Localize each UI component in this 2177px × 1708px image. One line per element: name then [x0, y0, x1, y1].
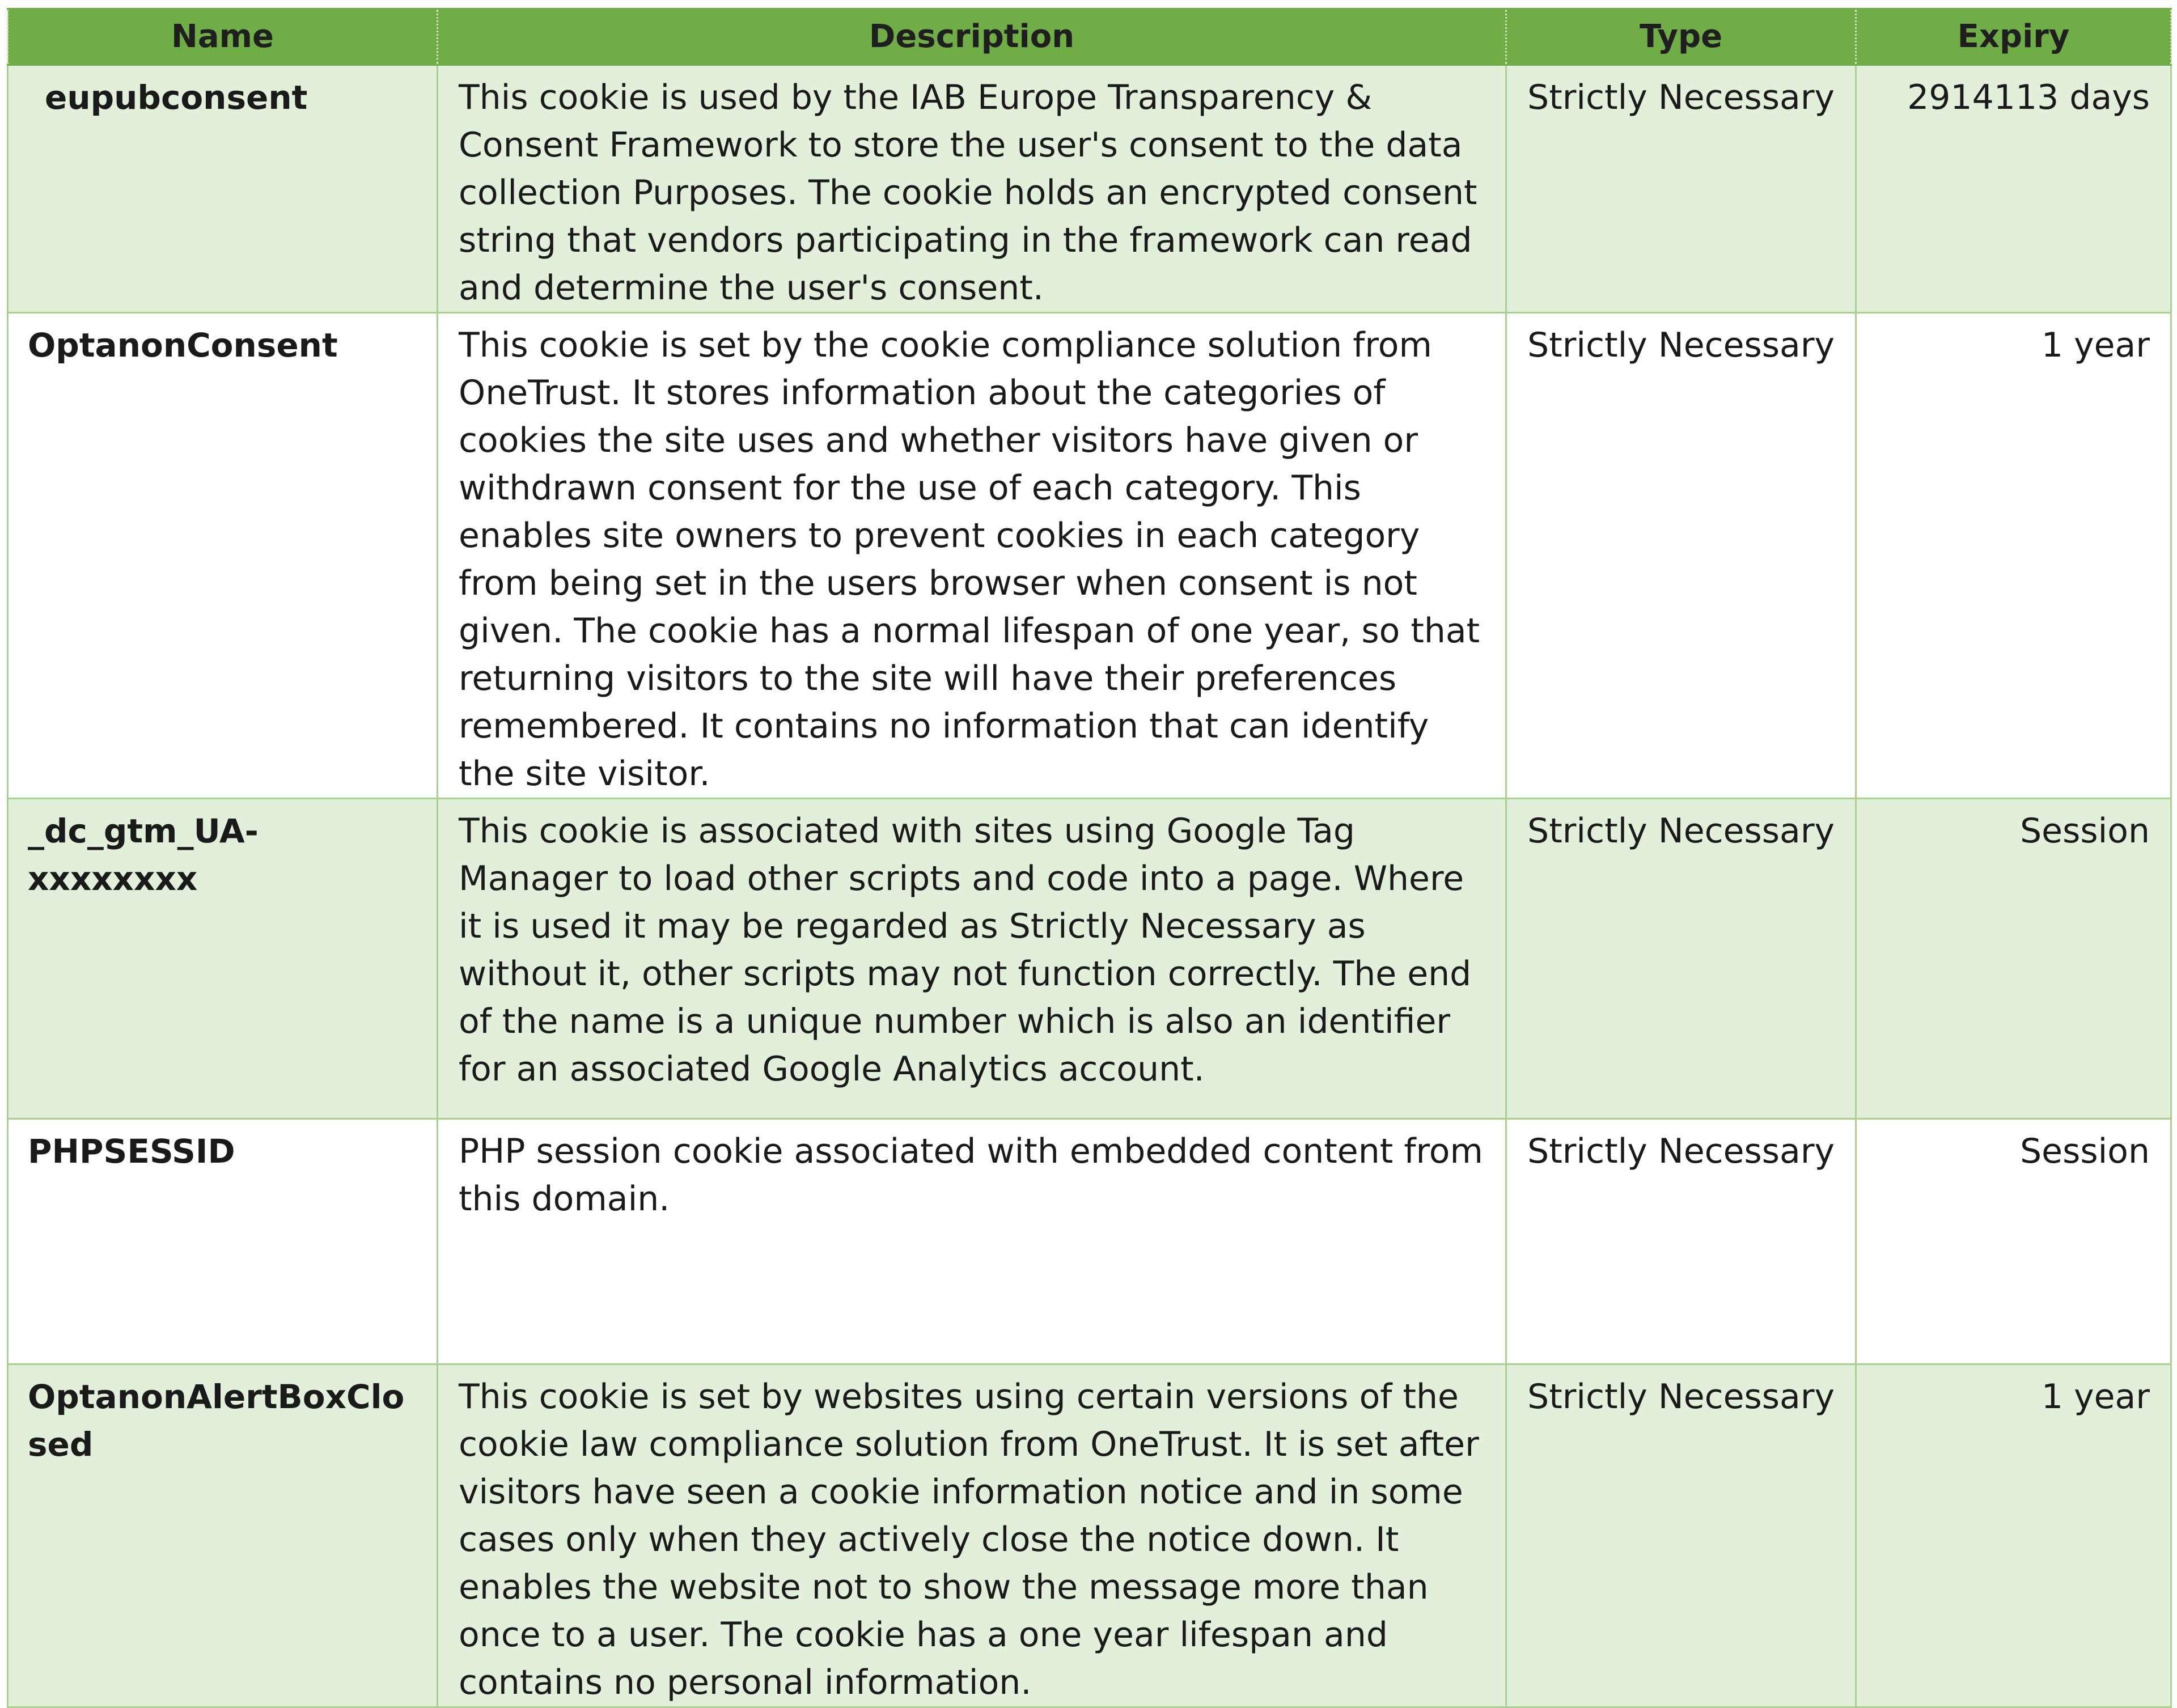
cookie-type: Strictly Necessary: [1506, 799, 1856, 1119]
cookie-description: PHP session cookie associated with embedded content from this domain.: [438, 1119, 1506, 1364]
header-expiry: Expiry: [1856, 9, 2171, 65]
cookie-type: Strictly Necessary: [1506, 313, 1856, 799]
table-row: [8, 313, 2171, 799]
table-header-row: [8, 9, 2171, 65]
cookie-expiry: 1 year: [1856, 1364, 2171, 1707]
cookie-expiry: 2914113 days: [1856, 65, 2171, 313]
cookie-name: PHPSESSID: [8, 1119, 438, 1364]
header-type: Type: [1506, 9, 1856, 65]
table-row: [8, 1364, 2171, 1707]
cookie-table-frame: [7, 8, 2170, 1702]
cookie-name: OptanonConsent: [8, 313, 438, 799]
table-row: [8, 65, 2171, 313]
cookie-type: Strictly Necessary: [1506, 1364, 1856, 1707]
cookie-expiry: Session: [1856, 1119, 2171, 1364]
cookie-description: This cookie is used by the IAB Europe Transparency & Consent Framework to store the user's consent to the data collection Purposes. The cookie holds an encrypted consent string that vendors participating in the framework can read and determine the user's consent.: [438, 65, 1506, 313]
cookie-description: This cookie is associated with sites using Google Tag Manager to load other scripts and code into a page. Where it is used it may be regarded as Strictly Necessary as without it, other scripts may not function correctly. The end of the name is a unique number which is also an identifier for an associated Google Analytics account.: [438, 799, 1506, 1119]
cookie-expiry: 1 year: [1856, 313, 2171, 799]
header-description: Description: [438, 9, 1506, 65]
cookie-name: OptanonAlertBoxClosed: [8, 1364, 438, 1707]
cookie-type: Strictly Necessary: [1506, 65, 1856, 313]
cookie-description: This cookie is set by websites using certain versions of the cookie law compliance solution from OneTrust. It is set after visitors have seen a cookie information notice and in some cases only when they actively close the notice down. It enables the website not to show the message more than once to a user. The cookie has a one year lifespan and contains no personal information.: [438, 1364, 1506, 1707]
cookie-name: eupubconsent: [8, 65, 438, 313]
cookie-table: [7, 8, 2172, 1708]
table-row: [8, 799, 2171, 1119]
header-name: Name: [8, 9, 438, 65]
cookie-description: This cookie is set by the cookie compliance solution from OneTrust. It stores information about the categories of cookies the site uses and whether visitors have given or withdrawn consent for the use of each category. This enables site owners to prevent cookies in each category from being set in the users browser when consent is not given. The cookie has a normal lifespan of one year, so that returning visitors to the site will have their preferences remembered. It contains no information that can identify the site visitor.: [438, 313, 1506, 799]
cookie-name: _dc_gtm_UA-xxxxxxxx: [8, 799, 438, 1119]
cookie-type: Strictly Necessary: [1506, 1119, 1856, 1364]
table-row: [8, 1119, 2171, 1364]
cookie-expiry: Session: [1856, 799, 2171, 1119]
